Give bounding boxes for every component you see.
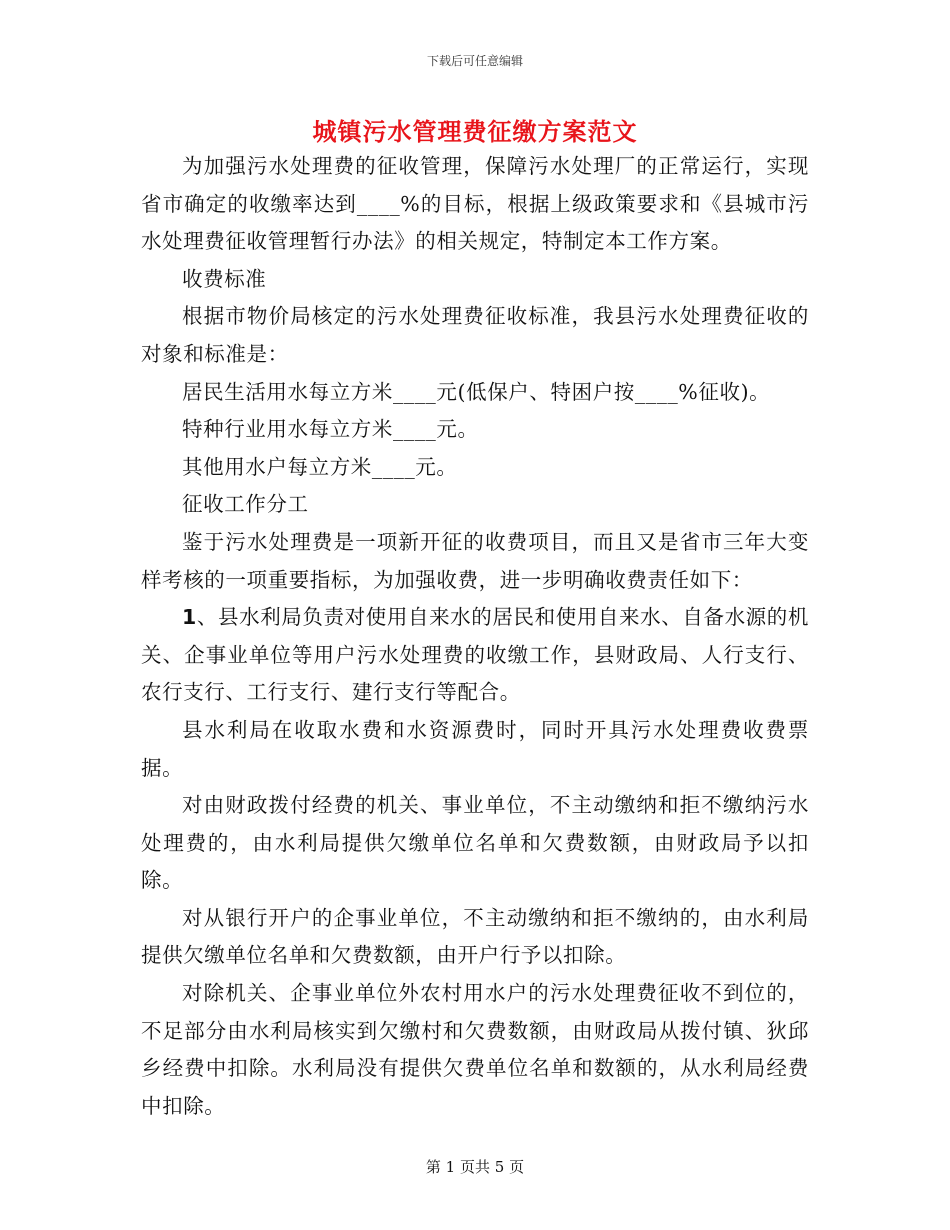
paragraph-rural-deduction: 对除机关、企事业单位外农村用水户的污水处理费征收不到位的，不足部分由水利局核实到欠缴村和欠费数额，由财政局从拨付镇、狄邱乡经费中扣除。水利局没有提供欠费单位名单和数额的，从水利局经费中扣除。 [141, 981, 809, 1118]
page-footer: 第 1 页共 5 页 [425, 1158, 525, 1176]
document-body [141, 148, 809, 1125]
document-title: 城镇污水管理费征缴方案范文 [312, 117, 638, 146]
paragraph-other-users-rate: 其他用水户每立方米____元。 [182, 454, 458, 479]
paragraph-residential-rate: 居民生活用水每立方米____元(低保户、特困户按____%征收)。 [182, 379, 771, 404]
paragraph-bank-deduction: 对从银行开户的企事业单位，不主动缴纳和拒不缴纳的，由水利局提供欠缴单位名单和欠费数额，由开户行予以扣除。 [141, 905, 809, 968]
paragraph-special-industry-rate: 特种行业用水每立方米____元。 [182, 417, 479, 442]
paragraph-standard-basis: 根据市物价局核定的污水处理费征收标准，我县污水处理费征收的对象和标准是： [141, 304, 809, 366]
paragraph-receipt: 县水利局在收取水费和水资源费时，同时开具污水处理费收费票据。 [141, 717, 809, 780]
numbered-item-1 [141, 599, 809, 712]
section-heading-work-division: 征收工作分工 [182, 492, 309, 517]
paragraph-finance-deduction: 对由财政拨付经费的机关、事业单位，不主动缴纳和拒不缴纳污水处理费的，由水利局提供欠缴单位名单和欠费数额，由财政局予以扣除。 [141, 793, 809, 893]
item-text: 、县水利局负责对使用自来水的居民和使用自来水、自备水源的机关、企事业单位等用户污水处理费的收缴工作，县财政局、人行支行、农行支行、工行支行、建行支行等配合。 [141, 605, 809, 705]
header-note: 下载后可任意编辑 [426, 54, 523, 68]
item-number: 1 [182, 605, 197, 630]
section-heading-fee-standard: 收费标准 [182, 266, 267, 291]
paragraph-responsibility-intro: 鉴于污水处理费是一项新开征的收费项目，而且又是省市三年大变样考核的一项重要指标，为加强收费，进一步明确收费责任如下： [141, 529, 809, 592]
intro-paragraph: 为加强污水处理费的征收管理，保障污水处理厂的正常运行，实现省市确定的收缴率达到____%的目标，根据上级政策要求和《县城市污水处理费征收管理暂行办法》的相关规定，特制定本工作方案。 [141, 154, 809, 254]
